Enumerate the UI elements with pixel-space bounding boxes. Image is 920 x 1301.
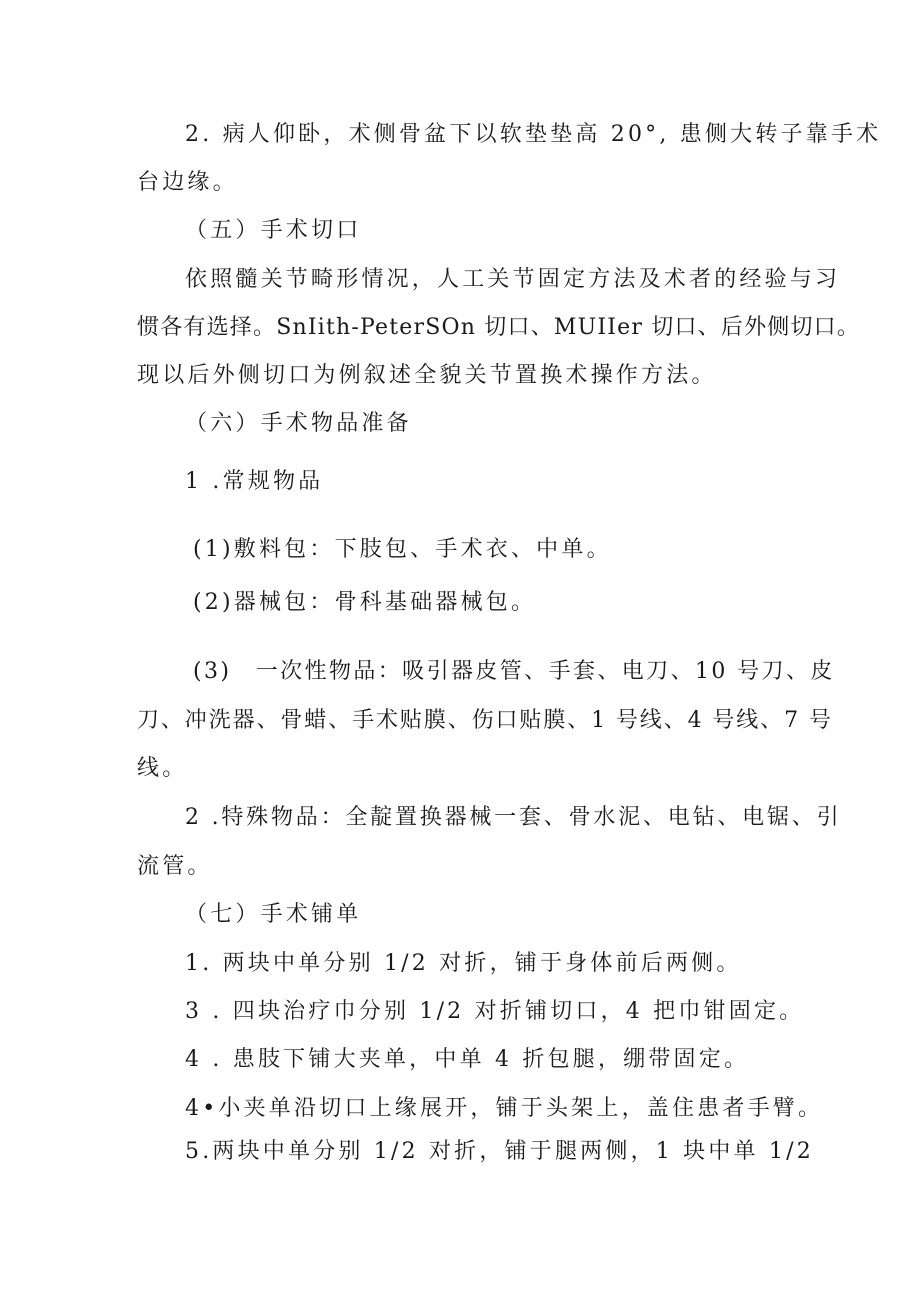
paragraph-line-1: 2. 病人仰卧，术侧骨盆下以软垫垫高 20°, 患侧大转子靠手术 (185, 122, 882, 147)
draping-step-4b: 4•小夹单沿切口上缘展开，铺于头架上，盖住患者手臂。 (185, 1096, 824, 1121)
section-heading-6: （六）手术物品准备 (185, 411, 412, 436)
paragraph-line-3: 依照髓关节畸形情况，人工关节固定方法及术者的经验与习 (185, 267, 841, 292)
list-heading-special-items-cont: 流管。 (137, 854, 213, 879)
section-heading-7: （七）手术铺单 (185, 902, 362, 927)
list-item-disposables: (3) 一次性物品：吸引器皮管、手套、电刀、10 号刀、皮 (193, 659, 835, 684)
draping-step-1: 1. 两块中单分别 1/2 对折，铺于身体前后两侧。 (185, 951, 742, 976)
paragraph-line-4: 惯各有选择。SnIith-PeterSOn 切口、MUIIer 切口、后外侧切口。 (137, 315, 861, 340)
list-heading-routine-items: 1 .常规物品 (185, 469, 324, 494)
draping-step-4: 4 . 患肢下铺大夹单，中单 4 折包腿，绷带固定。 (185, 1047, 750, 1072)
section-heading-5: （五）手术切口 (185, 218, 362, 243)
list-heading-special-items: 2 .特殊物品：全靛置换器械一套、骨水泥、电钻、电锯、引 (185, 805, 842, 830)
paragraph-line-2: 台边缘。 (137, 170, 238, 195)
draping-step-3: 3 . 四块治疗巾分别 1/2 对折铺切口，4 把巾钳固定。 (185, 999, 805, 1024)
list-item-disposables-end: 线。 (137, 756, 188, 781)
paragraph-line-5: 现以后外侧切口为例叙述全貌关节置换术操作方法。 (137, 363, 717, 388)
list-item-disposables-cont: 刀、冲洗器、骨蜡、手术贴膜、伤口贴膜、1 号线、4 号线、7 号 (137, 708, 833, 733)
draping-step-5: 5.两块中单分别 1/2 对折，铺于腿两侧，1 块中单 1/2 (185, 1139, 814, 1164)
list-item-instrument-pack: (2)器械包：骨科基础器械包。 (193, 590, 537, 615)
list-item-dressing-pack: (1)敷料包：下肢包、手术衣、中单。 (193, 537, 612, 562)
